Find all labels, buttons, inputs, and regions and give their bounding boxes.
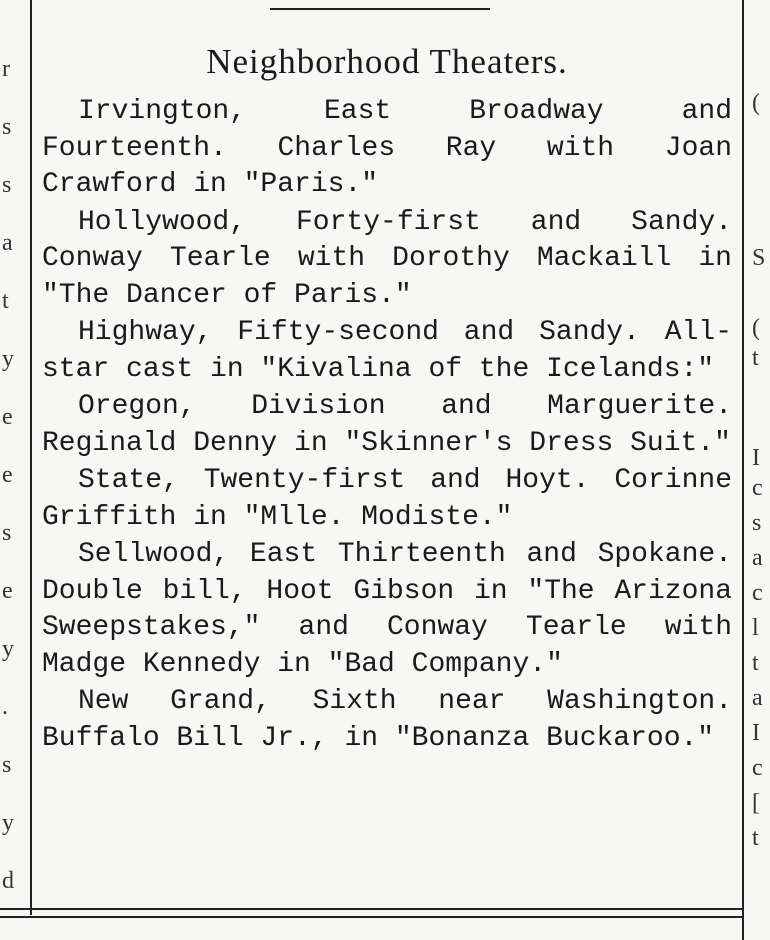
- theater-listing: Highway, Fifty-second and Sandy. All-star cast in "Kivalina of the Icelands:": [42, 317, 732, 385]
- edge-right-fragment: s: [752, 510, 762, 536]
- theater-listing: Irvington, East Broadway and Fourteenth. Charles Ray with Joan Crawford in "Paris.": [42, 96, 732, 200]
- left-column-rule: [30, 0, 32, 915]
- edge-right-fragment: a: [752, 685, 763, 711]
- edge-right-fragment: t: [752, 650, 759, 676]
- edge-right-fragment: c: [752, 475, 763, 501]
- theater-listing: Hollywood, Forty-first and Sandy. Conway Tearle with Dorothy Mackaill in "The Dancer of Paris.": [42, 206, 732, 311]
- theater-listing: Sellwood, East Thirteenth and Spokane. Double bill, Hoot Gibson in "The Arizona Sweepstakes," and Conway Tearle with Madge Kennedy in "Bad Company.": [42, 539, 732, 680]
- edge-left-fragment: r: [2, 56, 10, 82]
- edge-right-fragment: t: [752, 345, 759, 371]
- edge-right-fragment: a: [752, 545, 763, 571]
- edge-right-fragment: [: [752, 790, 760, 816]
- edge-left-fragment: .: [2, 694, 8, 720]
- edge-left-fragment: d: [2, 868, 14, 894]
- edge-right-fragment: (: [752, 315, 760, 341]
- edge-left-fragment: s: [2, 520, 12, 546]
- top-rule: [270, 8, 490, 10]
- edge-left-fragment: y: [2, 636, 14, 662]
- bottom-rule: [0, 908, 742, 910]
- edge-left-fragment: y: [2, 810, 14, 836]
- edge-right-fragment: l: [752, 615, 759, 641]
- article-headline: Neighborhood Theaters.: [206, 42, 568, 81]
- edge-left-fragment: e: [2, 404, 13, 430]
- edge-left-fragment: y: [2, 346, 14, 372]
- bottom-rule-second: [0, 916, 742, 918]
- edge-right-fragment: c: [752, 580, 763, 606]
- edge-left-fragment: e: [2, 462, 13, 488]
- edge-right-fragment: t: [752, 825, 759, 851]
- theater-listing: New Grand, Sixth near Washington. Buffalo Bill Jr., in "Bonanza Buckaroo.": [42, 686, 732, 754]
- edge-right-fragment: I: [752, 720, 760, 746]
- theater-listing: State, Twenty-first and Hoyt. Corinne Griffith in "Mlle. Modiste.": [42, 465, 732, 533]
- edge-right-fragment: I: [752, 445, 760, 471]
- edge-left-fragment: s: [2, 114, 12, 140]
- edge-left-fragment: s: [2, 172, 12, 198]
- edge-left-fragment: t: [2, 288, 9, 314]
- edge-right-fragment: c: [752, 755, 763, 781]
- right-column-rule: [742, 0, 744, 940]
- edge-right-fragment: S: [752, 245, 766, 271]
- edge-left-fragment: a: [2, 230, 13, 256]
- edge-right-fragment: (: [752, 90, 760, 116]
- theater-listing: Oregon, Division and Marguerite. Reginald Denny in "Skinner's Dress Suit.": [42, 391, 732, 459]
- edge-left-fragment: e: [2, 578, 13, 604]
- edge-left-fragment: s: [2, 752, 12, 778]
- article-neighborhood-theaters: [42, 30, 732, 758]
- adjacent-column-left-fragments: [2, 40, 26, 910]
